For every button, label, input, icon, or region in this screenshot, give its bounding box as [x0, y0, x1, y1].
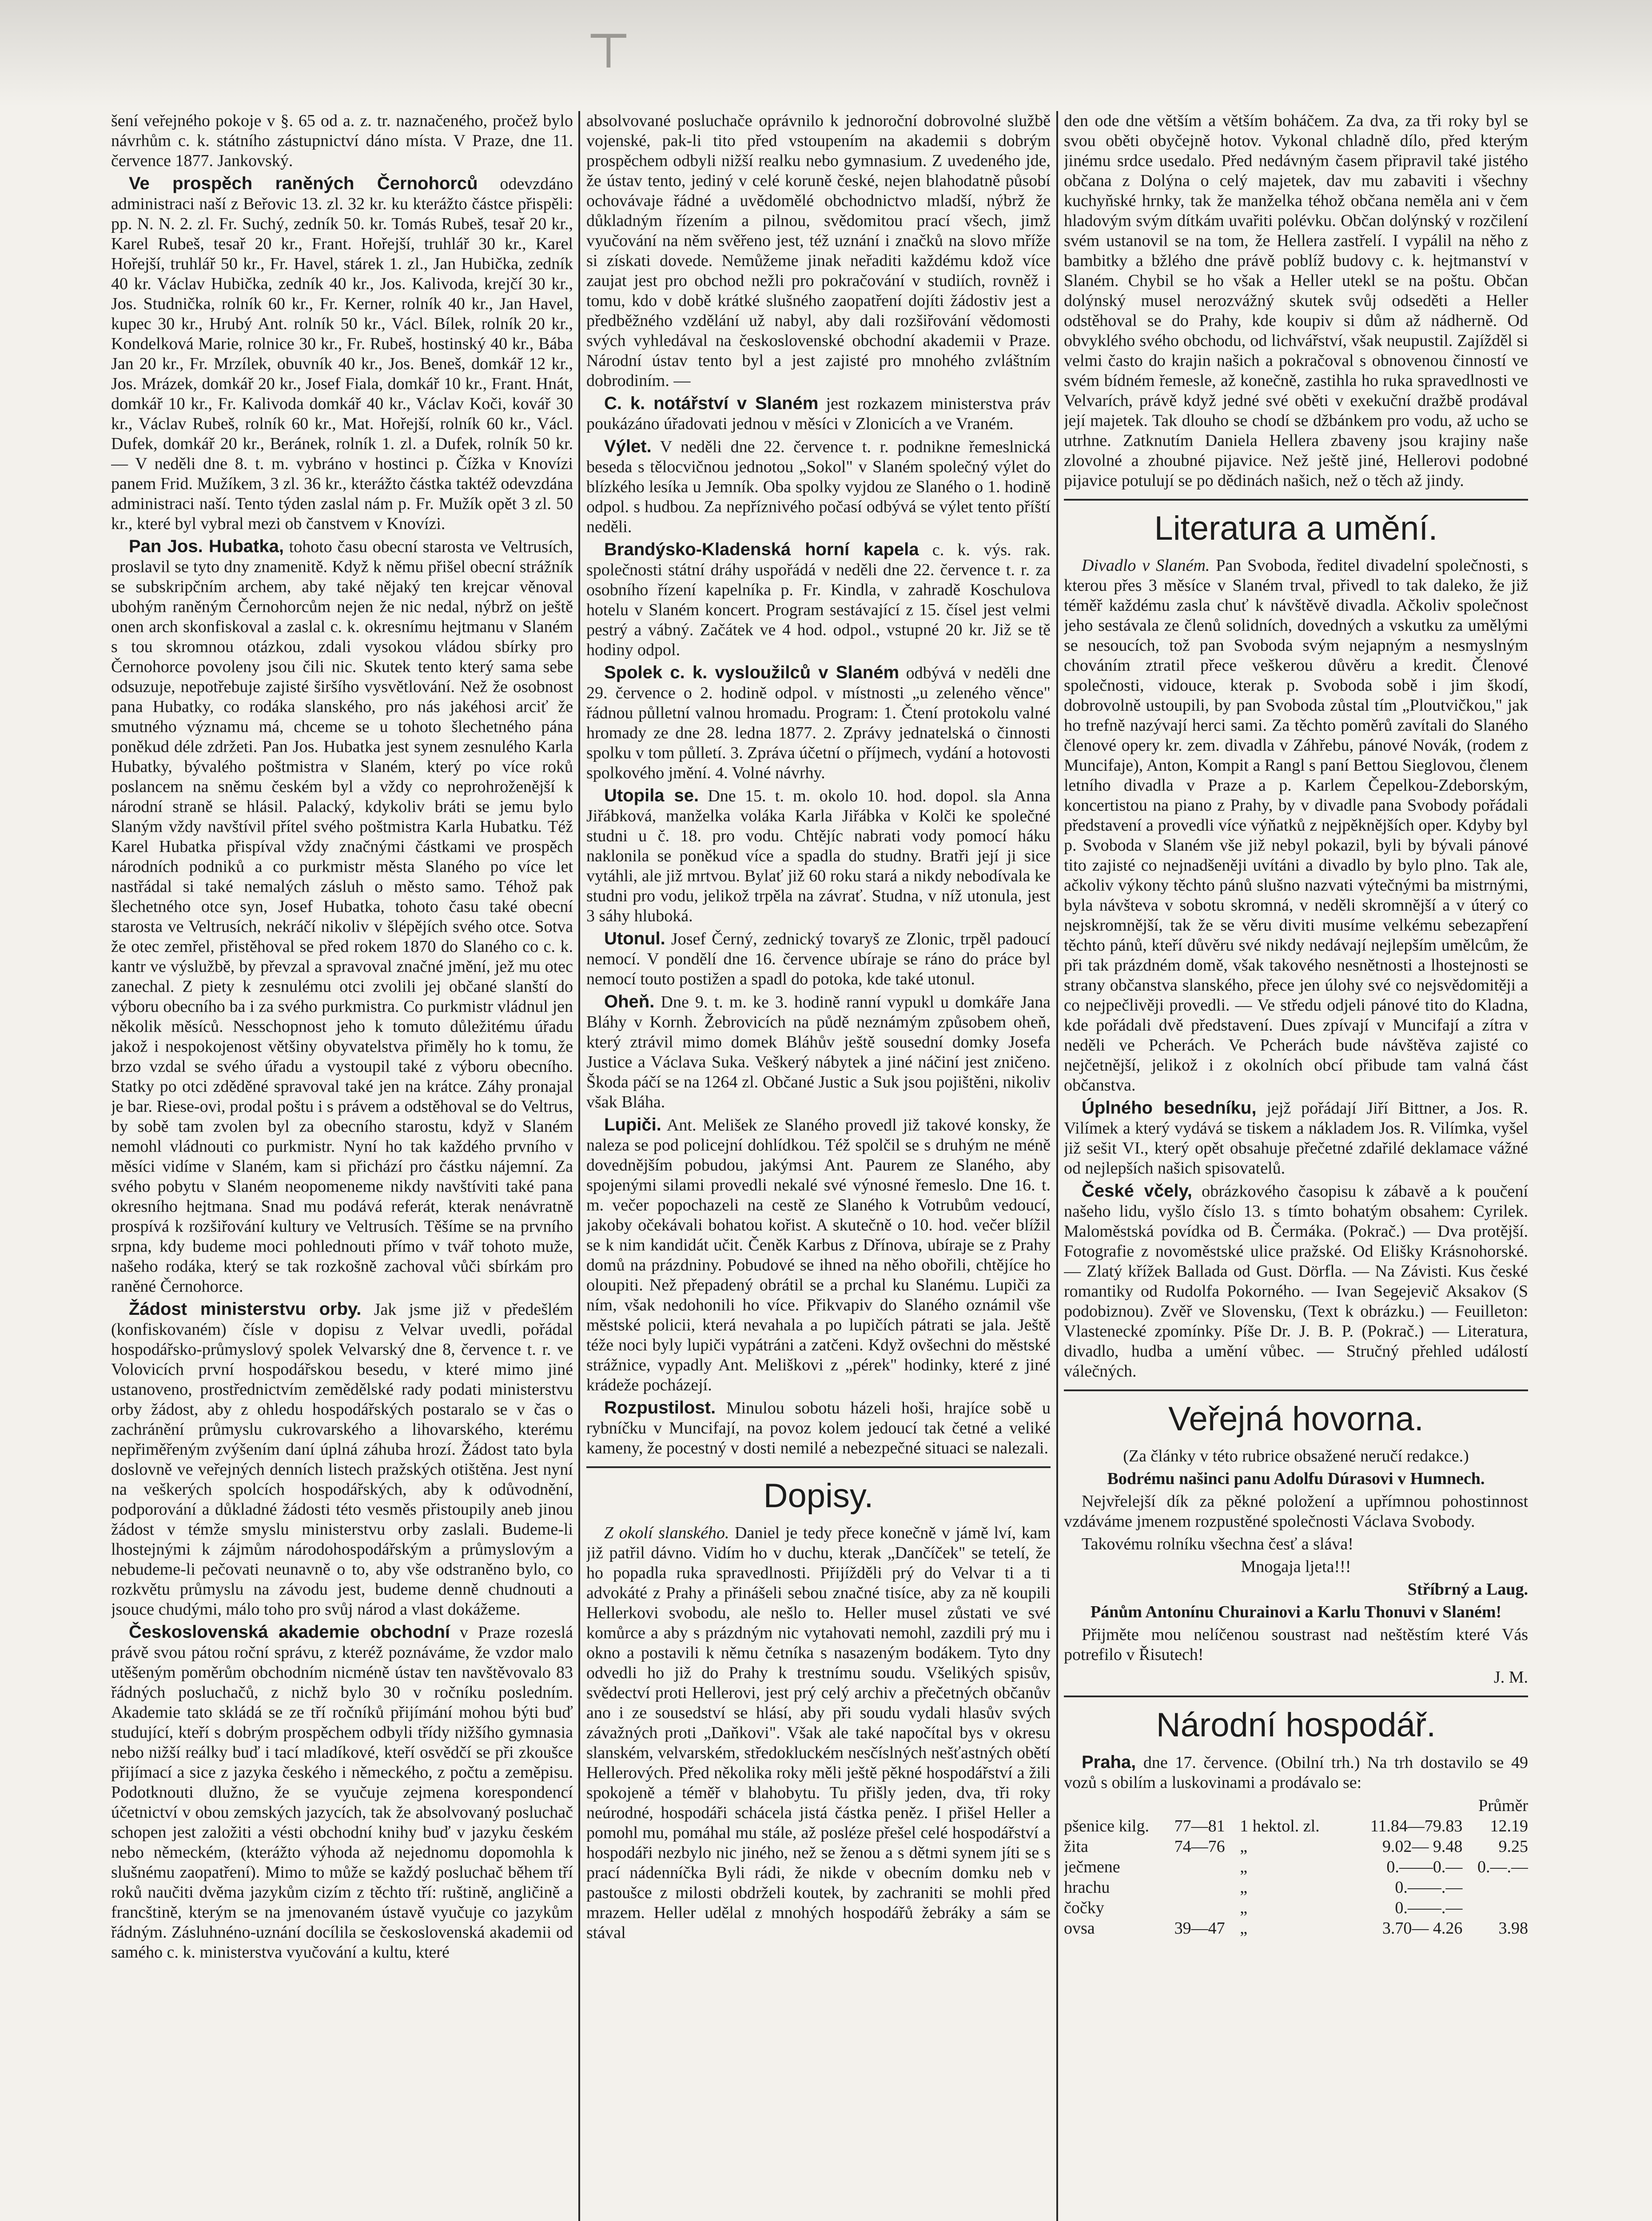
grain-weight: 74—76 [1174, 1837, 1225, 1856]
grain-unit: „ [1240, 1919, 1248, 1938]
grain-name: žita [1064, 1837, 1088, 1856]
grain-weight [1174, 1877, 1240, 1898]
section-divider [1064, 499, 1528, 501]
article-text: den ode dne větším a větším boháčem. Za dva, za tři roky byl se svou oběti obyčejně hotov. Vykonal chladně dílo, před kterým jinému srdce usedalo. Před nedávným časem připravil také jistého občana z Dolýna o celý majetek, dav mu zabaviti i všechny kuchyňské hrnky, tak že manželka téhož občana neměla ani v čem hladovým svým dítkám uvařiti polévku. Občan dolýnský v rozčilení svém ustanovil se na tom, že Hellera zastřelí. I vypálil na něho z bambitky a bžlého dne právě poblíž budovy c. k. hejtmanství v Slaném. Chybil se ho však a Heller utekl se na poštu. Občan dolýnský musel nerozvážný skutek svůj odseděti a Heller odstěhoval se do Prahy, kde koupiv si dům až nádherně. Od obvyklého svého obchodu, od lichvářství, však neupustil. Zajížděl si velmi často do krajin našich a pokračoval s obnovenou činností ve svém bídném řemesle, až konečně, zastihla ho ruka spravedlnosti ve Velvarích, právě když jedné své oběti v exekuční dražbě prodával její majetek. Tak dlouho se chodí se džbánkem pro vodu, až ucho se utrhne. Zatknutím Daniela Hellera zbaveny jsou krajiny naše zlovolné a zhoubné pijavice. Než ještě jiné, Hellerovi podobné pijavice potulují se po dědinách našich, než o těch až jindy. [1064, 111, 1528, 490]
article-headline: Výlet. [604, 437, 652, 456]
article-headline: Utonul. [604, 929, 665, 948]
article-body: v Praze rozeslá právě svou pátou roční správu, z kteréž poznáváme, že vzdor malo utěšeným poměrům obchodním nicméně ústav ten navštěvovalo 83 řádných posluchačů, z nichž bylo 30 v ročníku posledním. Akademie tato skládá se ze tří ročníků přijímání mohou býti buď studující, kteří s dobrým prospěchem odbyli třídy nižšího gymnasia nebo nižší reálky buď i tací mladíkové, kteří osvědčí se při zkoušce přijímací a sice z jazyka českého i německého, z počtu a zeměpisu. Podotknouti dlužno, že se vyučuje zejmena korespondencí účetnictví v obou zemských jazycích, tak že absolvovaný posluchač schopen jest založiti a vésti obchodní knihy buď v jazyku českém nebo německém, (kterážto výhoda až nejednomu dopomohla k slušnému zaopatření). Mimo to může se každý posluchač během tří roků naučiti dvěma jazykům cizím z těchto tří: ruštině, angličině a francštině, kterým se na jmenovaném ústavě vyučuje co jazykům řádným. Zásluhnéno-uznání docílila se československá akademii od samého c. k. ministerstva vyučování a kultu, které [111, 1623, 573, 1962]
grain-range: 0.——0.— [1386, 1858, 1463, 1876]
grain-name: pšenice kilg. [1064, 1817, 1150, 1835]
article-donations [111, 174, 573, 534]
grain-weight [1174, 1857, 1240, 1877]
grain-unit: 1 hektol. zl. [1240, 1817, 1320, 1835]
column-rule [1056, 111, 1058, 2221]
column-3 [1064, 111, 1528, 2221]
article-body: obrázkového časopisu k zábavě a k poučení našeho lidu, vyšlo číslo 13. s tímto bohatým obsahem: Cyrilek. Maloměstská povídka od B. Čermáka. (Pokrač.) — Dva protější. Fotografie z novoměstské ulice pražské. Od Elišky Krásnohorské. — Zlatý křížek Ballada od Gust. Dörfla. — Na Závisti. Kus české romantiky od Rudolfa Pokorného. — Ivan Segejevič Aksakov (S podobiznou). Zvěř ve Slovensku, (Text k obrázku.) — Feuilleton: Vlastenecké zpomínky. Píše Dr. J. B. P. (Pokrač.) — Literatura, divadlo, hudba a umění vůbec. — Stručný přehled událostí válečných. [1064, 1182, 1528, 1381]
table-row [1064, 1877, 1528, 1898]
article-body: tohoto času obecní starosta ve Veltrusích, proslavil se tyto dny znamenitě. Když k němu přišel obecní strážník se subskripčním archem, aby také nějaký ten krejcar věnoval ubohým raněným Černohorcům nejen že nic nedal, nýbrž on ještě onen arch skonfiskoval a zaslal c. k. okresnímu hejtmanu v Slaném s tou skromnou otázkou, zdali vysokou vládou sbírky pro Černohorce povoleny jsou čili nic. Skutek tento který sama sebe odsuzuje, nepotřebuje zajisté širšího vysvětlování. Než že osobnost pana Hubatky, co rodáka slanského, pro nás jakéhosi arciť že smutného významu má, chceme se u tohoto šlechetného pána poněkud déle zdržeti. Pan Jos. Hubatka jest synem zesnulého Karla Hubatky, bývalého poštmistra v Slaném, který po více roků poslancem na sněmu českém byl a vždy co neprohroženější k národní straně se hlásil. Palacký, kdykoliv bráti se jemu bylo Slaným vždy navštívil přítel svého poštmistra Karla Hubatku. Též Karel Hubatka přispíval vždy značnými částkami ve prospěch národních podniků a co purkmistr města Slaného po více let nastřádal si také nemalých zásluh o město samo. Téhož pak šlechetného otce syn, Josef Hubatka, tohoto času také obecní starosta ve Veltrusích, nekráčí nikoliv v šlépějích svého otce. Sotva že otec zemřel, přistěhoval se před rokem 1870 do Slaného co c. k. kantr ve výslužbě, by převzal a spravoval značné jmění, jež mu otec zanechal. Z piety k zesnulému otci zvolili jej občané slanští do výboru obecního ba i za svého purkmistra. Co purkmistr vládnul jen několik měsíců. Nesschopnost jeho k tomuto důležitému úřadu jakož i nespokojenost většiny obyvatelstva přiměly ho k tomu, že brzo vzdal se svého úřadu a vystoupil také z výboru obecního. Statky po otci zděděné spravoval také jen na krátce. Záhy pronajal je bar. Riese-ovi, prodal poštu i s právem a odstěhoval se do Veltrus, by sobě tam zvolen byl za obecního starostu, když v Slaném nemohl vládnouti co purkmistr. Nyní ho tak každého prvního v měsíci vidíme v Slaném, kam si přichází pro částku nájemní. Za svého pobytu v Slaném neopomeneme nikdy navštíviti také pana okresního hejtmana. Snad mu podává referát, kterak nenávratně prospívá k rozšiřování kultury ve Veltrusích. Těšíme se na prvního srpna, kdy budeme moci pohlednouti přímo v tvář tohoto muže, našeho rodáka, který se tak rozkošně zachoval vůči sbírkám pro raněné Černohorce. [111, 537, 573, 1296]
grain-range: 11.84—79.83 [1370, 1817, 1463, 1835]
grain-unit: „ [1240, 1858, 1248, 1876]
section-divider [1064, 1696, 1528, 1697]
article-body: Minulou sobotu házeli hoši, hrajíce sobě u rybníčku v Muncifají, na povoz kolem jedoucí tak četné a veliké kameny, že pocestný v dosti nemilé a nebezpečné situaci se nalezali. [586, 1399, 1051, 1457]
letter-body: Nejvřelejší dík za pěkné položení a upřímnou pohostinnost vzdáváme jmenem rozpustěné společnosti Václava Svobody. [1064, 1492, 1528, 1531]
article-body: jest rozkazem ministerstva práv poukázáno úřadovati jednou v měsíci v Zlonicích a ve Vraném. [586, 394, 1051, 433]
grain-average [1462, 1898, 1528, 1918]
article-body: dne 17. července. (Obilní trh.) Na trh dostavilo se 49 vozů s obilím a luskovinami a prodávalo se: [1064, 1753, 1528, 1792]
article-band [586, 540, 1051, 660]
section-title-literature: Literatura a umění. [1154, 509, 1438, 547]
article-hubatka [111, 537, 573, 1297]
article-headline: Úplného besedníku, [1082, 1098, 1257, 1118]
article-headline: Lupiči. [604, 1115, 661, 1134]
article-headline: Spolek c. k. vysloužilců v Slaném [604, 663, 900, 682]
grain-unit: „ [1240, 1837, 1248, 1856]
section-title-economy: Národní hospodář. [1156, 1706, 1436, 1744]
article-headline: Praha, [1082, 1752, 1136, 1772]
article-body: Dne 9. t. m. ke 3. hodině ranní vypukl u domkáře Jana Bláhy v Kornh. Žebrovicích na půdě neznámým způsobem oheň, který ztrávil mimo domek Bláhův ještě sousední domky Josefa Justice a Václava Suka. Veškerý nábytek a jiné náčiní jest zničeno. Škoda páčí se na 1264 zl. Občané Justic a Suk jsou pojištěni, nikoliv však Bláha. [586, 993, 1051, 1111]
article-text: absolvované posluchače oprávnilo k jednoroční dobrovolné službě vojenské, pak-li tito před vstoupením na akademii s dobrým prospěchem odbyli nižší realku nebo gymnasium. Z uvedeného jde, že ústav tento, jediný v celé koruně české, nejen blahodatně působí ochovávaje řádné a uvědomělé obchodnictvo mladší, nýbrž že důkladným řízením a pilnou, svědomitou prací všech, jimž vyučování na něm svěřeno jest, též uznání i značků na slovo mříže si získati dovede. Nemůžeme jinak neřaditi každému kdož více zaujat jest pro obchod nežli pro pokračování v studiích, rovněž i tomu, kdo v době krátké slušného zaopatření dojíti žádostiv jest a předběžného vzdělání už nabyl, aby dali rozšiřování vědomosti svých vyhledával na československé obchodní akademii v Praze. Národní ústav tento byl a jest zajisté pro mnohého zvláštním dobrodiním. — [586, 111, 1051, 390]
section-title-hovorna: Veřejná hovorna. [1168, 1400, 1424, 1438]
article-headline: C. k. notářství v Slaném [604, 394, 819, 413]
letter-signature: J. M. [1493, 1668, 1528, 1687]
article-body: jejž pořádají Jiří Bittner, a Jos. R. Vilímek a který vydává se tiskem a nákladem Jos. R. Vilímka, vyšel již sešit VI., který opět obsahuje přečetné zdařilé deklamace vážné od nejlepších našich spisovatelů. [1064, 1099, 1528, 1178]
grain-name: čočky [1064, 1899, 1104, 1917]
article-vcely [1064, 1181, 1528, 1381]
article-text: šení veřejného pokoje v §. 65 od a. z. tr. naznačeného, pročež bylo návrhům c. k. státního zástupnictví dáno místa. V Praze, dne 11. července 1877. Jankovský. [111, 111, 573, 170]
grain-name: ovsa [1064, 1919, 1095, 1938]
grain-name: hrachu [1064, 1878, 1110, 1897]
article-headline: Pan Jos. Hubatka, [129, 537, 284, 556]
table-row [1064, 1918, 1528, 1938]
grain-range: 9.02— 9.48 [1382, 1837, 1463, 1856]
article-headline: Ve prospěch raněných Černohorců [129, 174, 478, 193]
grain-weight [1174, 1898, 1240, 1918]
grain-unit: „ [1240, 1899, 1248, 1917]
article-body: V neděli dne 22. července t. r. podnikne řemeslnická beseda s tělocvičnou jednotou „Sokol" v Slaném společný výlet do blízkého lesíka u Jemník. Oba spolky vyjdou ze Slaného o 1. hodině odpol. s hudbou. Za nepříznivého počasí odbývá se výlet tento příští neděli. [586, 438, 1051, 536]
article-notary [586, 394, 1051, 434]
article-headline: Brandýsko-Kladenská horní kapela [604, 540, 919, 559]
article-body: Dne 15. t. m. okolo 10. hod. dopol. sla Anna Jiřábková, manželka voláka Karla Jiřábka v Kolči ke společné studni u č. 18. pro vodu. Chtějíc nabrati vody pomocí háku naklonila se poněkud více a spadla do studny. Bratři její ji sice vytáhli, ale již mrtvou. Bylať již 60 roku stará a nikdy nebodívala ke studni pro vodu, jelikož trpěla na závrať. Studna, v níž utonula, jest 3 sáhy hluboká. [586, 787, 1051, 925]
article-headline: Utopila se. [604, 786, 699, 805]
table-header-row [1064, 1795, 1528, 1816]
article-ministry [111, 1299, 573, 1620]
grain-range: 0.——.— [1395, 1899, 1463, 1917]
article-academy [111, 1622, 573, 1962]
grain-unit: „ [1240, 1878, 1248, 1897]
column-2 [586, 111, 1051, 2221]
article-besednik [1064, 1098, 1528, 1178]
letter-signature: Stříbrný a Laug. [1407, 1580, 1528, 1599]
grain-average [1462, 1877, 1528, 1898]
table-row [1064, 1816, 1528, 1836]
section-title-dopisy: Dopisy. [763, 1477, 874, 1515]
article-trip [586, 437, 1051, 537]
article-headline: Československá akademie obchodní [129, 1622, 450, 1642]
letter-heading: Pánům Antonínu Churainovi a Karlu Thonuvi v Slaném! [1090, 1603, 1502, 1621]
grain-weight: 77—81 [1174, 1817, 1225, 1835]
article-veterans [586, 663, 1051, 783]
grain-name: ječmene [1064, 1858, 1120, 1876]
editorial-note: (Za články v této rubrice obsažené neručí redakce.) [1123, 1447, 1469, 1465]
article-body: Pan Svoboda, ředitel divadelní společnosti, s kterou přes 3 měsíce v Slaném trval, přivedl to tak daleko, že již téměř každému zasla chuť k návštěvě divadla. Ačkoliv společnost jeho sestávala ze členů solidních, dovedných a vskutku za umělými se nesoucích, tož pan Svoboda svým nejapným a nesmyslným chováním ztratil přece veškerou důvěru a kredit. Členové společnosti, vidouce, kterak p. Svoboda sobě i jim škodí, dobrovolně ustoupili, by pan Svoboda zůstal tím „Ploutvičkou," jak ho trefně nazývají herci sami. Za těchto poměrů zavítali do Slaného členové opery kr. zem. divadla v Záhřebu, pánové Novák, (rodem z Muncifaje), Anton, Kompit a Rangl s paní Bettou Sieglovou, členem letního divadla v Praze a p. Karlem Čepelkou-Zdeborským, koncertistou na piano z Prahy, by v divadle pana Svobody pořádali představení a provedli více výňatků z nejpěknějších oper. Kdyby byl p. Svoboda v Slaném vše již nebyl pokazil, byli by bývali pánové tito zajisté co nejnadšeněji uvítáni a divadlo by bylo plno. Tak ale, ačkoliv výkony těchto pánů slušno nazvati výtečnými ba mistrnými, byla návšteva v sobotu skromná, v neděli skromnější a v úterý co nejskromnější, tak že se věru diviti musíme velkému sebezapření těchto pánů, kteří důvěru své nikdy nedávají nejlepším umělcům, že při tak prázdném domě, však takového nesnětnosti a lhostejnosti se strany občanstva slanského, přece jen úlohy své co nejsvědomitěji a co nejpečlivěji provedli. — Ve středu odjeli pánové tito do Kladna, kde pořádali dvě představení. Dues zpívají v Muncifají a zítra v neděli ve Pcherách. Ve Pcherách bude návštěva zajisté co nejčetnější, jelikož i z okolních obcí přibude tam valná část občanstva. [1064, 556, 1528, 1095]
article-body: Daniel je tedy přece konečně v jámě lví, kam již patřil dávno. Vidím ho v duchu, kterak „Dančíček" se tetelí, že ho popadla ruka spravedlnosti. Přijížděli prý do Velvar ti a ti advokáté z Prahy a přinášeli sebou značné tisíce, aby za ně koupili Hellerkovi svobodu, ale nešlo to. Heller musel zůstati ve své komůrce a aby s prázdným nic vytahovati nemohl, zazdili prý mu i okno a postavili k němu četníka s nasazeným bodákem. Tyto dny odvedli ho již do Prahy k trestnímu soudu. Všelikých spisův, svědectví proti Hellerovi, jest prý celý archiv a přečetných občanův ano i ze sousedství se hlásí, aby při soudu vydali hlasův svých závažných proti „Daňkovi". Však ale také napočítal bys v okresu slanském, velvarském, středokluckém nesčíslných nešťastných obětí Hellerových. Před několika roky měli ještě pěkné hospodářství a žili spokojeně a téměř v blahobytu. Tu přišly jeden, dva, tři roky neúrodné, hospodáři schácela jistá částka peněz. I přišel Heller a pomohl mu, pomáhal mu stále, až posléze přešel celé hospodářství a hospodáři nezbylo nic jiného, než se ženou a s dětmi synem jíti se s prací nádenníčka Byli rádi, že nikde v obecním domku neb v pastoušce z milosti obdrželi koutek, by zachraniti se mohli před mrazem. Heller udělal z mnohých hospodářů žebráky a sám se stával [586, 1524, 1051, 1942]
grain-weight: 39—47 [1174, 1919, 1225, 1938]
article-body: Ant. Melišek ze Slaného provedl již takové konsky, že naleza se pod policejní dohlídkou. Též spolčil se s druhým ne méně dovednějším pobudou, jakýmsi Ant. Paurem ze Slaného, aby spojenými silami provedli nekalé své výnosné řemeslo. Dne 16. t. m. večer popochazeli na cestě ze Slaného k Votrubům vedoucí, jakoby očekávali bohatou kořist. A skutečně o 10. hod. večer blížil se k nim kandidát učit. Čeněk Karbus z Dřínova, ubíraje se z Prahy domů na prázdniny. Pobudové se ihned na něho obořili, chtějíce ho oloupiti. Než přepadený obrátil se a prchal ku Slanému. Lupiči za ním, však nedohonili ho více. Přikvapiv do Slaného oznámil vše městské policii, která nevahala a po lupičích pátrati se jala. Ještě téže noci byly lupiči vypátráni a zatčeni. Když ovšechni do městské strážnice, vypadly Ant. Meliškovi z „pérek" hodinky, které z jiné krádeže pocházejí. [586, 1116, 1051, 1394]
letter-body: Přijměte mou nelíčenou soustrast nad neštěstím které Vás potrefilo v Řisutech! [1064, 1625, 1528, 1664]
article-letter [586, 1523, 1051, 1943]
article-theatre [1064, 556, 1528, 1095]
scan-shadow [0, 0, 1652, 107]
letter-body: Takovému rolníku všechna česť a sláva! [1082, 1535, 1353, 1553]
column-1 [111, 111, 573, 2221]
letter-body: Mnogaja ljeta!!! [1241, 1557, 1351, 1576]
table-row [1064, 1857, 1528, 1877]
article-robbers [586, 1115, 1051, 1395]
article-body: c. k. výs. rak. společnosti státní dráhy uspořádá v neděli dne 22. července t. r. za osobního řízení kapelníka p. Fr. Kindla, v zahradě Koschulova hotelu v Slaném koncert. Program sestávající z 15. čísel jest velmi pestrý a vábný. Začátek ve 4 hod. odpol., vstupné 20 kr. Již se tě hodiny odpol. [586, 541, 1051, 659]
table-row [1064, 1898, 1528, 1918]
grain-range: 0.——.— [1395, 1878, 1463, 1897]
letter-heading: Bodrému našinci panu Adolfu Dúrasovi v Humnech. [1107, 1469, 1485, 1488]
article-body: odbývá v neděli dne 29. července o 2. hodině odpol. v místnosti „u zeleného věnce" řádnou půlletní valnou hromadu. Program: 1. Čtení protokolu valné hromady ze dne 28. ledna 1877. 2. Zprávy jednatelská o činnosti spolku v tom půlletí. 3. Zpráva účetní o příjmech, vydání a hotovosti spolkového jmění. 4. Volné návrhy. [586, 664, 1051, 782]
fold-mark: ⊤ [585, 24, 632, 78]
article-headline: Divadlo v Slaném. [1082, 556, 1210, 575]
article-headline: Rozpustilost. [604, 1398, 716, 1417]
column-rule [578, 111, 580, 2221]
article-headline: Z okolí slanského. [604, 1524, 729, 1542]
column-header: Průměr [1478, 1796, 1528, 1815]
article-body: Josef Černý, zednický tovaryš ze Zlonic, trpěl padoucí nemocí. V pondělí dne 16. července ubíraje se ráno do práce byl nemocí touto postižen a spadl do potoka, kde také utonul. [586, 930, 1051, 988]
article-drowned-man [586, 929, 1051, 989]
article-headline: Oheň. [604, 992, 655, 1011]
grain-average: 0.—.— [1477, 1858, 1528, 1876]
section-divider [1064, 1389, 1528, 1391]
grain-average: 3.98 [1498, 1919, 1528, 1938]
article-fire [586, 992, 1051, 1112]
grain-range: 3.70— 4.26 [1382, 1919, 1463, 1938]
grain-price-table [1064, 1795, 1528, 1938]
article-drowned-woman [586, 786, 1051, 926]
grain-average: 12.19 [1490, 1817, 1528, 1835]
article-body: Jak jsme již v předešlém (konfiskovaném) čísle v dopisu z Velvar uvedli, pořádal hospodářsko-průmyslový spolek Velvarský dne 8, července t. r. ve Volovicích první hospodářskou besedu, v které mimo jiné ustanoveno, prostřednictvím zemědělské rady podati ministerstvu orby žádost, aby z ohledu hospodářských postaralo se v čas o zachránění průmyslu cukrovarského a lihovarského, kterému nepřiměřeným zvýšením daní úplná záhuba hrozí. Žádost tato byla doslovně ve veřejných denních listech pražských otištěna. Jest nyní na veškerých spolcích hospodářských, aby k odůvodnění, podporování a důkladné žádosti této vesměs přistoupily aneb jinou žádost v témže smyslu ministerstvu orby zaslali. Budeme-li lhostejnými k zájmům národohospodářským a průmyslovým a nebudeme-li pečovati neunavně o to, aby vše odstraněno bylo, co rozkvětu průmyslu na závodu jest, budeme denně chudnouti a jsouce chudými, málo toho pro svůj národ a vlast dokážeme. [111, 1300, 573, 1619]
article-mischief [586, 1398, 1051, 1458]
article-body: odevzdáno administraci naší z Beřovic 13. zl. 32 kr. ku kterážto částce přispěli: pp. N. N. 2. zl. Fr. Suchý, zedník 50. kr. Tomás Rubeš, tesař 20 kr., Karel Rubeš, tesař 20 kr., Frant. Hořejší, truhlář 30 kr., Karel Hořejší, truhlář 50 kr., Fr. Havel, stárek 1. zl., Jan Hubička, zedník 40 kr. Václav Hubička, zedník 40 kr., Jos. Kalivoda, krejčí 30 kr., Jos. Studnička, rolník 60 kr., Fr. Kerner, rolník 40 kr., Jan Havel, kupec 30 kr., Hrubý Ant. rolník 50 kr., Václ. Bílek, rolník 20 kr., Kondelková Marie, rolnice 30 kr., Fr. Rubeš, hostinský 40 kr., Bába Jan 20 kr., Fr. Mrzílek, obuvník 40 kr., Jos. Beneš, domkář 12 kr., Jos. Mrázek, domkář 20 kr., Josef Fiala, domkář 10 kr., Frant. Hnát, domkář 10 kr., Fr. Kalivoda domkář 40 kr., Václav Koči, kovář 30 kr., Václav Rubeš, rolník 60 kr., Mat. Hořejší, rolník 60 kr., Václ. Dufek, domkář 20 kr., Beránek, rolník 1. zl. a Dufek, rolník 50 kr. — V neděli dne 8. t. m. vybráno v hostinci p. Čížka v Knovízi panem Frid. Mužíkem, 3 zl. 36 kr., kterážto částka taktéž odevzdána administraci naší. Tento týden zaslal nám p. Fr. Mužík opět 3 zl. 50 kr., které byl vybral mezi ob čanstvem v Knovízi. [111, 175, 573, 533]
market-report [1064, 1752, 1528, 1793]
section-divider [586, 1466, 1051, 1468]
article-headline: Žádost ministerstvu orby. [129, 1299, 362, 1319]
article-headline: České včely, [1082, 1181, 1192, 1201]
grain-average: 9.25 [1498, 1837, 1528, 1856]
table-row [1064, 1836, 1528, 1857]
